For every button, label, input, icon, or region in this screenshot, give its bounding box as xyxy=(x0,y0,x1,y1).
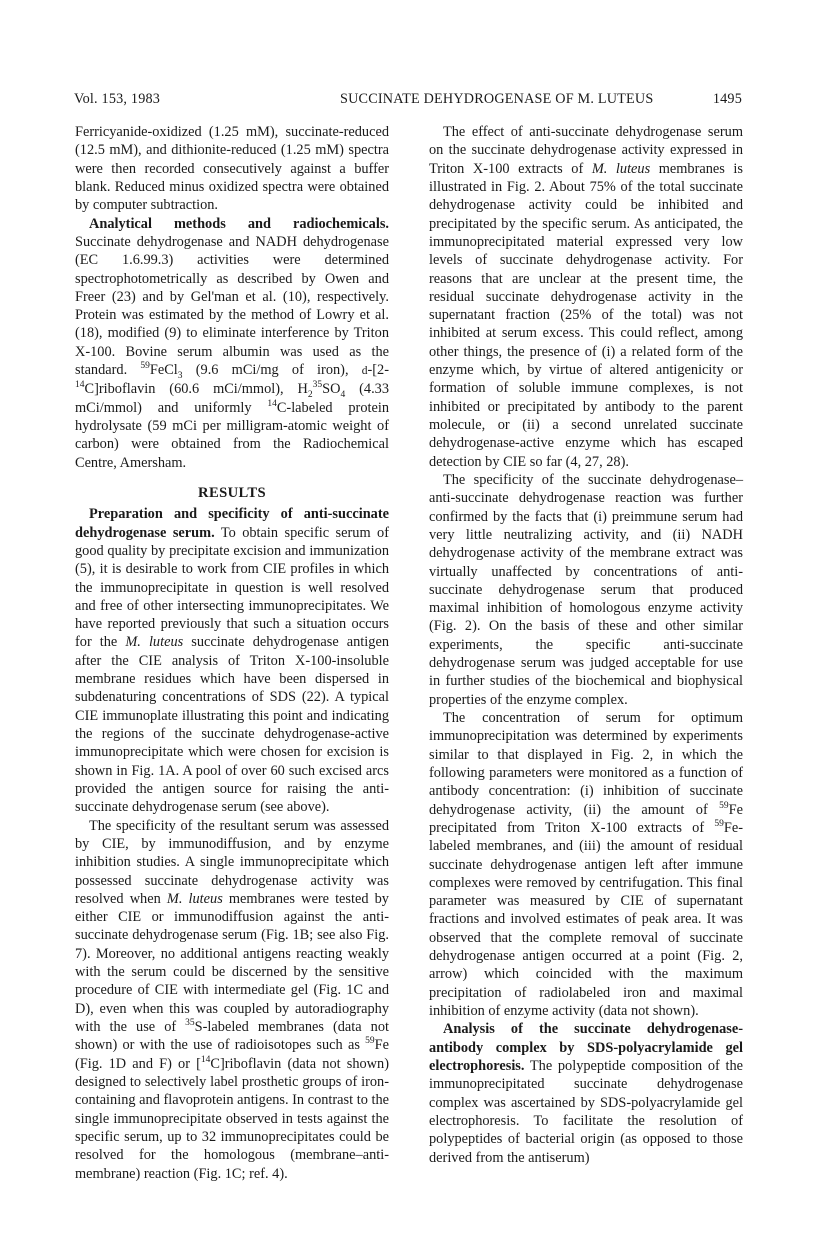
paragraph-serum-concentration: The concentration of serum for optimum immunoprecipitation was determined by experiments similar to that displayed in Fig. 2, in which the following parameters were monitored as a function of antibody concentration: (i) inhibition of succinate dehydrogenase activity, (ii) the amount of $^{59}$Fe precipitated from Triton X-100 extracts of $^{59}$Fe-labeled membranes, and (iii) the amount of residual succinate dehydrogenase antigen left after immune complexes were removed by centrifugation. This final parameter was measured by CIE of supernatant fractions and involved estimates of peak area. It was observed that the complete removal of succinate dehydrogenase antigen occurred at a point (Fig. 2, arrow) which coincided with the maximum precipitation of radiolabeled iron and maximal inhibition of enzyme activity (data not shown). xyxy=(429,710,743,1019)
left-column xyxy=(75,123,389,1183)
run-in-heading-preparation: Preparation and specificity of anti-succinate dehydrogenase serum. xyxy=(75,506,389,541)
paragraph-spectra: Ferricyanide-oxidized (1.25 mM), succinate-reduced (12.5 mM), and dithionite-reduced (1.25 mM) spectra were then recorded consecutively against a buffer blank. Reduced minus oxidized spectra were obtained by computer subtraction. xyxy=(75,124,389,214)
right-column xyxy=(429,123,743,1167)
paragraph-preparation: Preparation and specificity of anti-succinate dehydrogenase serum. To obtain specific serum of good quality by precipitate excision and immunization (5), it is desirable to work from CIE profiles in which the immunoprecipitate in question is well resolved and free of other intersecting immunoprecipitates. We have reported previously that such a situation occurs for the M. luteus succinate dehydrogenase antigen after the CIE analysis of Triton X-100-insoluble membrane residues which have been dispersed in subdenaturing concentrations of SDS (22). A typical CIE immunoplate illustrating this point and indicating the regions of the succinate dehydrogenase-active immunoprecipitate which were chosen for excision is shown in Fig. 1A. A pool of over 60 such excised arcs provided the antigen source for raising the anti-succinate dehydrogenase serum (see above). xyxy=(75,506,389,816)
paragraph-sds-analysis: Analysis of the succinate dehydrogenase-antibody complex by SDS-polyacrylamide gel electrophoresis. The polypeptide composition of the immunoprecipitated succinate dehydrogenase complex was ascertained by SDS-polyacrylamide gel electrophoresis. To facilitate the resolution of polypeptides of bacterial origin (as opposed to those derived from the antiserum) xyxy=(429,1021,743,1166)
running-title: SUCCINATE DEHYDROGENASE OF M. LUTEUS xyxy=(340,91,654,107)
paragraph-effect-of-serum: The effect of anti-succinate dehydrogenase serum on the succinate dehydrogenase activity expressed in Triton X-100 extracts of M. luteus membranes is illustrated in Fig. 2. About 75% of the total succinate dehydrogenase activity could be inhibited and precipitated by the specific serum. As anticipated, the immunoprecipitated material expressed very low levels of succinate dehydrogenase activity. For reasons that are unclear at the present time, the residual succinate dehydrogenase activity in the supernatant fraction (25% of the total) was not inhibited at serum excess. This could reflect, among other things, the presence of (i) a related form of the enzyme which, by virtue of altered antigenicity or formation of soluble immune complexes, is not inhibited or precipitated by antibody to the parent molecule, or (ii) a second unrelated succinate dehydrogenase-active enzyme which has escaped detection by CIE so far (4, 27, 28). xyxy=(429,124,743,470)
section-heading-results: RESULTS xyxy=(198,484,266,501)
paragraph-reaction-specificity: The specificity of the succinate dehydrogenase–anti-succinate dehydrogenase reaction was further confirmed by the facts that (i) preimmune serum had very little neutralizing activity, and (ii) NADH dehydrogenase activity of the membrane extract was virtually unaffected by concentrations of anti-succinate dehydrogenase serum that produced maximal inhibition of homologous enzyme activity (Fig. 2). On the basis of these and other similar experiments, the specific anti-succinate dehydrogenase serum was judged acceptable for use in further studies of the biochemical and biophysical properties of the enzyme complex. xyxy=(429,471,743,708)
run-in-heading-sds: Analysis of the succinate dehydrogenase-antibody complex by SDS-polyacrylamide gel electrophoresis. xyxy=(429,1021,743,1074)
run-in-heading-analytical: Analytical methods and radiochemicals. xyxy=(89,215,389,232)
running-header xyxy=(74,91,742,111)
paragraph-specificity: The specificity of the resultant serum was assessed by CIE, by immunodiffusion, and by enzyme inhibition studies. A single immunoprecipitate which possessed succinate dehydrogenase activity was resolved when M. luteus membranes were tested by either CIE or immunodiffusion against the anti-succinate dehydrogenase serum (Fig. 1B; see also Fig. 7). Moreover, no additional antigens reacting weakly with the serum could be discerned by the sensitive procedure of CIE with intermediate gel (Fig. 1C and D), even when this was coupled by autoradiography with the use of $^{35}$S-labeled membranes (data not shown) or with the use of radioisotopes such as $^{59}$Fe (Fig. 1D and F) or [$^{14}$C]riboflavin (data not shown) designed to selectively label prosthetic groups of iron-containing and flavoprotein antigens. In contrast to the single immunoprecipitate observed in tests against the specific serum, up to 32 immunoprecipitates could be resolved for the homologous (membrane–anti-membrane) reaction (Fig. 1C; ref. 4). xyxy=(75,817,390,1182)
volume-year: Vol. 153, 1983 xyxy=(74,91,161,107)
page-number: 1495 xyxy=(712,91,742,107)
paragraph-analytical-methods: Analytical methods and radiochemicals. Succinate dehydrogenase and NADH dehydrogenase (EC 1.6.99.3) activities were determined spectrophotometrically as described by Owen and Freer (23) and by Gel'man et al. (10), respectively. Protein was estimated by the method of Lowry et al. (18), modified (9) to eliminate interference by Triton X-100. Bovine serum albumin was used as the standard. $^{59}$FeCl$_3$ (9.6 mCi/mg of iron), d-[2-$^{14}$C]riboflavin (60.6 mCi/mmol), $H_2^{35}SO_4$ (4.33 mCi/mmol) and uniformly $^{14}$C-labeled protein hydrolysate (59 mCi per milligram-atomic weight of carbon) were obtained from the Radiochemical Centre, Amersham. xyxy=(75,215,390,471)
